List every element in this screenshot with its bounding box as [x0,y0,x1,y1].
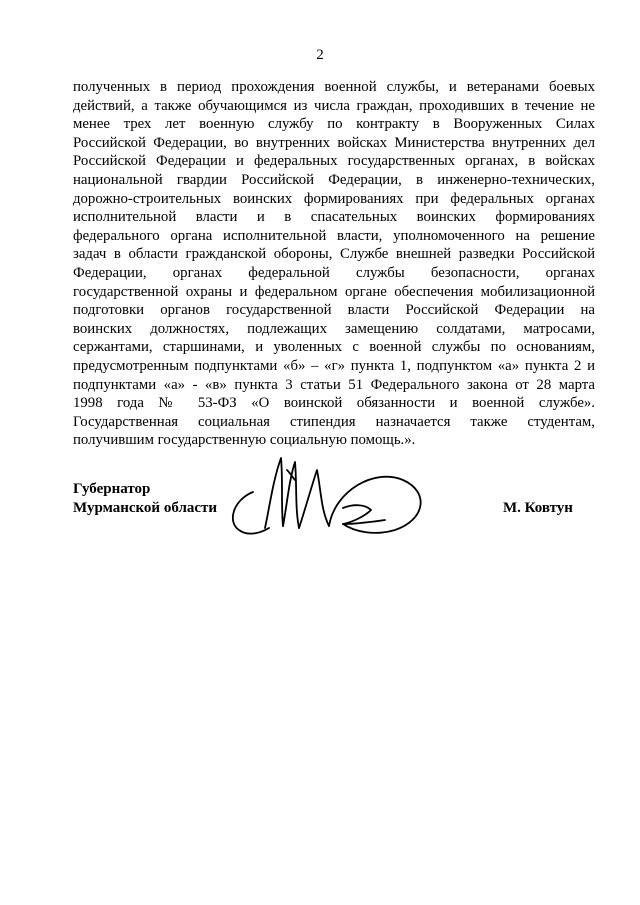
signatory-region: Мурманской области [73,499,218,516]
body-line: подпунктами «а» - «в» пункта 3 статьи 51 Федерального закона от 28 марта [73,376,595,393]
signatory-name: М. Ковтун [503,500,573,516]
body-line: дорожно-строительных воинских формированиях при федеральных органах [73,190,595,207]
body-line: федерального органа исполнительной власти, уполномоченного на решение [73,227,595,244]
body-line: Государственная социальная стипендия назначается также студентам, [73,413,595,430]
body-line: национальной гвардии Российской Федерации, в инженерно-технических, [73,171,595,188]
body-line: задач в области гражданской обороны, Службе внешней разведки Российской [73,246,595,263]
body-line: Российской Федерации, во внутренних войсках Министерства внутренних дел [73,134,595,151]
handwritten-signature [225,450,435,550]
body-line: действий, а также обучающимся из числа граждан, проходивших в течение не [73,97,595,114]
signatory-title [73,480,217,517]
body-line: государственной охраны и федеральном органе обеспечения мобилизационной [73,283,595,300]
body-line: Федерации, органах федеральной службы безопасности, органах [73,264,595,281]
body-line: Российской Федерации и федеральных государственных органах, в войсках [73,153,595,170]
body-line: менее трех лет военную службу по контракту в Вооруженных Силах [73,116,595,133]
body-line: сержантами, старшинами, и уволенных с военной службы по основаниям, [73,339,595,356]
body-line: предусмотренным подпунктами «б» – «г» пункта 1, подпунктом «а» пункта 2 и [73,357,595,374]
body-line: полученных в период прохождения военной службы, и ветеранами боевых [73,79,595,95]
page-number: 2 [316,47,324,63]
signatory-position: Губернатор [73,481,151,497]
body-line: получившим государственную социальную помощь.». [73,432,416,449]
body-line: подготовки органов государственной власти Российской Федерации на [73,302,595,319]
body-line: исполнительной власти и в спасательных воинских формированиях [73,209,595,226]
body-line: 1998 года № 53-ФЗ «О воинской обязанности и военной службе». [73,395,595,412]
body-text [73,78,595,450]
body-line: воинских должностях, подлежащих замещению солдатами, матросами, [73,320,595,337]
